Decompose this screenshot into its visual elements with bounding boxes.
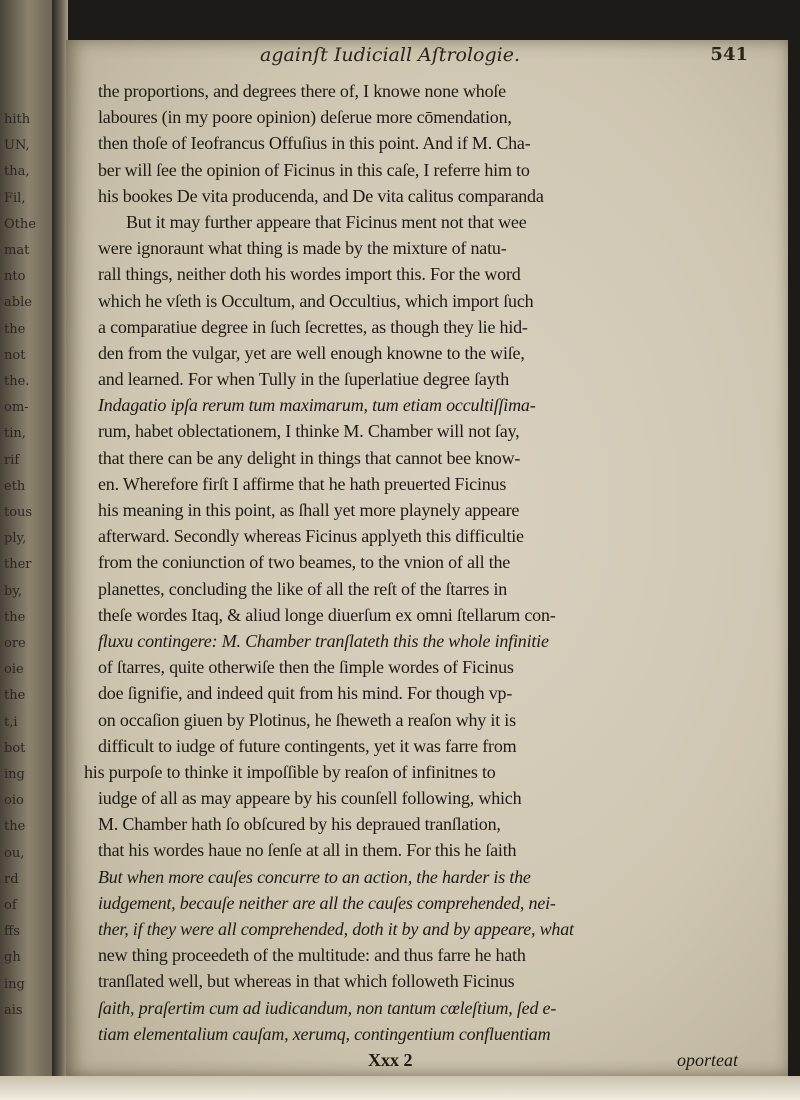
text-line: fluxu contingere: M. Chamber tranſlateth this the whole infinitie — [98, 630, 549, 651]
text-line: ther, if they were all comprehended, doth it by and by appeare, what — [98, 919, 574, 939]
facing-page-fragment: eth — [4, 478, 26, 494]
facing-page-fragment: oie — [4, 662, 24, 678]
page-header — [70, 44, 770, 74]
facing-page-fragment: nto — [4, 269, 26, 285]
facing-page-fragment: ore — [4, 636, 26, 651]
facing-page-fragment: oio — [4, 793, 24, 809]
text-line: afterward. Secondly whereas Ficinus applyeth this difficultie — [98, 526, 524, 547]
text-line: en. Wherefore firſt I affirme that he hath preuerted Ficinus — [98, 473, 507, 494]
text-line: rum, habet oblectationem, I thinke M. Chamber will not ſay, — [98, 421, 520, 442]
facing-page-fragment: of — [4, 898, 17, 913]
facing-page-fragment: the — [4, 688, 26, 704]
text-line: new thing proceedeth of the multitude: and thus farre he hath — [98, 945, 526, 966]
text-line: and learned. For when Tully in the ſuperlatiue degree ſayth — [98, 369, 510, 390]
body-text — [84, 78, 738, 1073]
facing-page-fragment: Fil, — [4, 190, 26, 206]
facing-page-fragment: rd — [4, 871, 19, 887]
text-line: then thoſe of Ieofrancus Offuſius in this point. And if M. Cha- — [98, 133, 531, 154]
facing-page-fragment: tous — [4, 505, 33, 520]
signature-row — [98, 1047, 738, 1073]
text-line: den from the vulgar, yet are well enough knowne to the wiſe, — [98, 342, 525, 363]
facing-page-fragment: ply, — [4, 531, 27, 547]
signature-mark: Xxx 2 — [368, 1049, 413, 1070]
facing-page-fragment: rif — [4, 452, 20, 468]
text-line: planettes, concluding the like of all the reſt of the ſtarres in — [98, 578, 508, 599]
facing-page-fragment: bot — [4, 740, 26, 756]
facing-page-fragment: mat — [4, 243, 30, 258]
text-line: his bookes De vita producenda, and De vita calitus comparanda — [98, 185, 544, 206]
text-line: that there can be any delight in things that cannot bee know- — [98, 447, 521, 468]
facing-page-fragment: hith — [4, 112, 31, 127]
facing-page-fragment: the — [4, 609, 26, 625]
facing-page-fragment: the. — [4, 374, 30, 389]
catchword: oporteat — [677, 1049, 738, 1070]
text-line: theſe wordes Itaq, & aliud longe diuerſum ex omni ſtellarum con- — [98, 604, 556, 625]
facing-page-fragment: ing — [4, 767, 25, 782]
text-line: of ſtarres, quite otherwiſe then the ſimple wordes of Ficinus — [98, 657, 514, 678]
facing-page-fragment: the — [4, 819, 26, 835]
text-line: iudge of all as may appeare by his counſell following, which — [98, 788, 522, 809]
facing-page-fragment: om- — [4, 400, 29, 416]
facing-page-fragment: not — [4, 347, 26, 363]
text-line: ber will ſee the opinion of Ficinus in this caſe, I referre him to — [98, 159, 530, 180]
text-line: Indagatio ipſa rerum tum maximarum, tum etiam occultiſſima- — [98, 395, 536, 416]
facing-page-fragment: ffs — [4, 924, 20, 940]
facing-page-fragment: Othe — [4, 216, 36, 232]
text-line: tiam elementalium cauſam, xerumq, contingentium confluentiam — [98, 1023, 551, 1044]
facing-page-fragment: the — [4, 321, 26, 337]
facing-page-fragment: gh — [4, 950, 21, 966]
page-bottom-edge — [0, 1076, 800, 1100]
text-line: doe ſignifie, and indeed quit from his mind. For though vp- — [98, 683, 513, 704]
facing-page-fragment: by, — [4, 583, 23, 599]
text-line: a comparatiue degree in ſuch ſecrettes, as though they lie hid- — [98, 316, 528, 337]
text-line: ſaith, praſertim cum ad iudicandum, non tantum cœleſtium, ſed e- — [98, 997, 557, 1018]
text-line: laboures (in my poore opinion) deſerue more cōmendation, — [98, 107, 512, 128]
text-line: on occaſion giuen by Plotinus, he ſheweth a reaſon why it is — [98, 709, 516, 730]
facing-page-fragment: ing — [4, 976, 25, 992]
running-head: againſt Iudiciall Aſtrologie. — [260, 44, 521, 66]
text-line: from the coniunction of two beames, to the vnion of all the — [98, 552, 511, 573]
text-line: were ignoraunt what thing is made by the mixture of natu- — [98, 238, 507, 259]
facing-page-fragment: tha, — [4, 164, 30, 180]
facing-page-fragment: ther — [4, 557, 32, 573]
facing-page-fragment: able — [4, 295, 32, 311]
facing-page-fragment: tin, — [4, 426, 26, 442]
text-line: his purpoſe to thinke it impoſſible by reaſon of infinitnes to — [84, 761, 496, 782]
text-line: the proportions, and degrees there of, I knowe none whoſe — [98, 81, 506, 101]
text-line: which he vſeth is Occultum, and Occultius, which import ſuch — [98, 290, 534, 311]
text-line: that his wordes haue no ſenſe at all in them. For this he ſaith — [98, 840, 517, 861]
text-line: tranſlated well, but whereas in that which followeth Ficinus — [98, 971, 515, 992]
facing-page-fragment: t,i — [4, 714, 18, 730]
text-line: M. Chamber hath ſo obſcured by his depraued tranſlation, — [98, 814, 501, 835]
text-line: iudgement, becauſe neither are all the cauſes comprehended, nei- — [98, 892, 556, 913]
facing-page-edge — [0, 0, 52, 1100]
text-line: his meaning in this point, as ſhall yet more playnely appeare — [98, 500, 520, 520]
facing-page-fragment: UN, — [4, 138, 30, 154]
facing-page-fragment: ais — [4, 1002, 23, 1018]
text-line: rall things, neither doth his wordes import this. For the word — [98, 264, 521, 285]
text-line: difficult to iudge of future contingents, yet it was farre from — [98, 735, 517, 756]
facing-page-fragment: ou, — [4, 845, 25, 861]
text-line: But it may further appeare that Ficinus ment not that wee — [126, 211, 527, 232]
text-line: But when more cauſes concurre to an action, the harder is the — [98, 866, 531, 887]
page-number: 541 — [710, 44, 748, 65]
